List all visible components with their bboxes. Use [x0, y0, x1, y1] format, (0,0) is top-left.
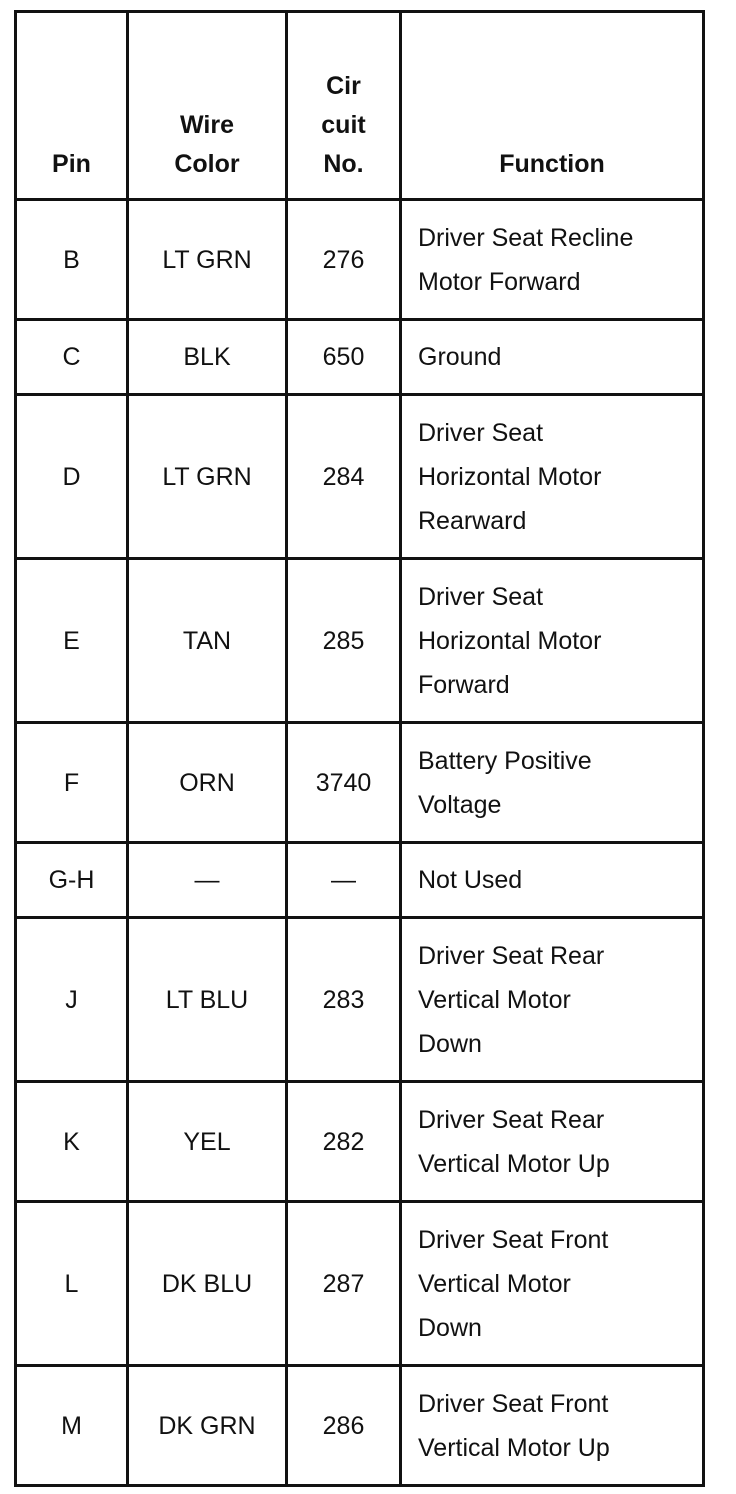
function-line: Forward — [418, 670, 510, 699]
wire-color-cell: DK BLU — [128, 1202, 287, 1366]
header-function-line: Function — [499, 150, 605, 178]
table-row — [16, 320, 704, 395]
function-line: Motor Forward — [418, 267, 581, 296]
circuit-cell: 287 — [287, 1202, 401, 1366]
function-line: Rearward — [418, 506, 527, 535]
wire-color-cell: BLK — [128, 320, 287, 395]
pin-cell: C — [16, 320, 128, 395]
circuit-cell: 282 — [287, 1082, 401, 1202]
wire-color-cell: ORN — [128, 723, 287, 843]
wire-color-cell: LT GRN — [128, 395, 287, 559]
function-cell — [401, 843, 704, 918]
wire-color-cell: — — [128, 843, 287, 918]
function-line: Battery Positive — [418, 746, 592, 775]
table-row — [16, 395, 704, 559]
wire-color-cell: LT BLU — [128, 918, 287, 1082]
header-pin-line: Pin — [52, 150, 91, 178]
pin-cell: F — [16, 723, 128, 843]
circuit-cell: 285 — [287, 559, 401, 723]
function-line: Down — [418, 1029, 482, 1058]
pin-cell: J — [16, 918, 128, 1082]
function-line: Vertical Motor Up — [418, 1149, 610, 1178]
header-circuit-line-1: Cir — [326, 72, 361, 100]
function-line: Ground — [418, 343, 502, 371]
function-cell — [401, 395, 704, 559]
function-cell — [401, 1202, 704, 1366]
table-row — [16, 559, 704, 723]
function-line: Driver Seat Rear — [418, 941, 605, 970]
function-line: Horizontal Motor — [418, 462, 602, 491]
pin-cell: M — [16, 1366, 128, 1486]
circuit-cell: 276 — [287, 200, 401, 320]
function-cell — [401, 559, 704, 723]
table-row — [16, 723, 704, 843]
function-line: Vertical Motor — [418, 985, 571, 1014]
table-row — [16, 843, 704, 918]
pin-cell: D — [16, 395, 128, 559]
connector-pinout-table — [14, 10, 705, 1487]
function-line: Driver Seat Front — [418, 1225, 609, 1254]
circuit-cell: — — [287, 843, 401, 918]
function-line: Driver Seat — [418, 418, 544, 447]
pin-cell: G-H — [16, 843, 128, 918]
function-line: Down — [418, 1313, 482, 1342]
wire-color-cell: LT GRN — [128, 200, 287, 320]
function-line: Voltage — [418, 790, 502, 819]
function-line: Vertical Motor Up — [418, 1433, 610, 1462]
wire-color-cell: YEL — [128, 1082, 287, 1202]
wire-color-cell: TAN — [128, 559, 287, 723]
function-line: Driver Seat Rear — [418, 1105, 605, 1134]
table-row — [16, 1202, 704, 1366]
header-pin — [16, 12, 128, 200]
circuit-cell: 286 — [287, 1366, 401, 1486]
function-line: Vertical Motor — [418, 1269, 571, 1298]
table-row — [16, 1082, 704, 1202]
pin-cell: K — [16, 1082, 128, 1202]
pin-cell: E — [16, 559, 128, 723]
header-circuit-line-3: No. — [323, 150, 364, 178]
function-cell — [401, 918, 704, 1082]
header-wire-color-line-2: Color — [174, 150, 240, 178]
header-row — [16, 12, 704, 200]
function-cell — [401, 1082, 704, 1202]
header-wire-color-line-1: Wire — [180, 111, 234, 139]
function-line: Not Used — [418, 866, 523, 894]
circuit-cell: 284 — [287, 395, 401, 559]
header-circuit-line-2: cuit — [321, 111, 366, 139]
function-cell — [401, 200, 704, 320]
pin-cell: B — [16, 200, 128, 320]
circuit-cell: 650 — [287, 320, 401, 395]
circuit-cell: 3740 — [287, 723, 401, 843]
function-line: Driver Seat — [418, 582, 544, 611]
circuit-cell: 283 — [287, 918, 401, 1082]
function-line: Horizontal Motor — [418, 626, 602, 655]
table-row — [16, 1366, 704, 1486]
header-function — [401, 12, 704, 200]
header-circuit-no — [287, 12, 401, 200]
function-cell — [401, 723, 704, 843]
table-row — [16, 200, 704, 320]
table-row — [16, 918, 704, 1082]
function-cell — [401, 320, 704, 395]
function-line: Driver Seat Front — [418, 1389, 609, 1418]
function-cell — [401, 1366, 704, 1486]
function-line: Driver Seat Recline — [418, 223, 634, 252]
wire-color-cell: DK GRN — [128, 1366, 287, 1486]
pin-cell: L — [16, 1202, 128, 1366]
header-wire-color — [128, 12, 287, 200]
